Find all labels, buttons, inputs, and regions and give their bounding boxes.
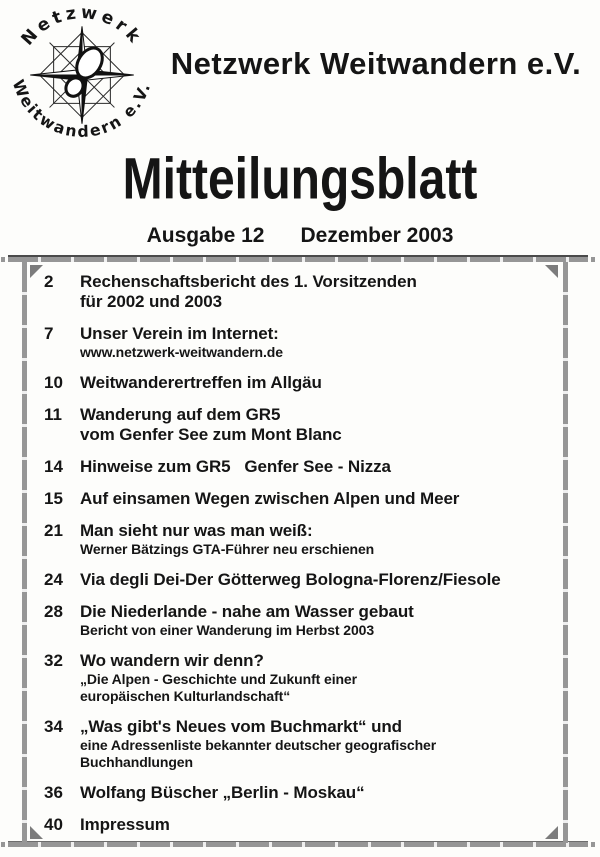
toc-line: Weitwanderertreffen im Allgäu bbox=[80, 373, 322, 392]
issue-date: Dezember 2003 bbox=[300, 224, 454, 247]
toc-line: Bericht von einer Wanderung im Herbst 2003 bbox=[80, 622, 375, 638]
toc-line: für 2002 und 2003 bbox=[80, 292, 222, 311]
toc-page-number: 10 bbox=[44, 373, 63, 392]
toc-line: www.netzwerk-weitwandern.de bbox=[80, 344, 283, 360]
toc-entry-lines bbox=[80, 570, 553, 590]
toc-entry-lines bbox=[80, 373, 553, 393]
toc-entry bbox=[44, 570, 553, 590]
toc-line: Die Niederlande - nahe am Wasser gebaut bbox=[80, 602, 414, 621]
toc-entry bbox=[44, 521, 553, 558]
toc-page-number: 11 bbox=[44, 405, 62, 424]
toc-entry-lines bbox=[80, 272, 553, 312]
toc-entry bbox=[44, 324, 553, 361]
toc-line: Werner Bätzings GTA-Führer neu erschienen bbox=[80, 541, 375, 557]
toc-entry-lines bbox=[80, 783, 553, 803]
toc-entry bbox=[44, 815, 553, 835]
toc-line: Wanderung auf dem GR5 bbox=[80, 405, 281, 424]
toc-line: europäischen Kulturlandschaft“ bbox=[80, 688, 291, 704]
toc-entry-lines bbox=[80, 405, 553, 445]
toc-entry-lines bbox=[80, 324, 553, 361]
logo-bottom-text: Weitwandern e.V. bbox=[8, 76, 155, 142]
toc-line: Hinweise zum GR5 Genfer See - Nizza bbox=[80, 457, 391, 476]
toc-line: eine Adressenliste bekannter deutscher geografischer bbox=[80, 737, 437, 753]
toc-entry bbox=[44, 272, 553, 312]
toc-page-number: 28 bbox=[44, 602, 63, 621]
toc-list bbox=[27, 260, 563, 842]
issue-number: Ausgabe 12 bbox=[146, 224, 265, 247]
toc-entry-lines bbox=[80, 521, 553, 558]
toc-page-number: 24 bbox=[44, 570, 63, 589]
toc-entry bbox=[44, 651, 553, 705]
toc-page-number: 21 bbox=[44, 521, 63, 540]
toc-page-number: 34 bbox=[44, 717, 63, 736]
toc-line: Unser Verein im Internet: bbox=[80, 324, 279, 343]
toc-line: Man sieht nur was man weiß: bbox=[80, 521, 313, 540]
toc-page-number: 14 bbox=[44, 457, 63, 476]
logo-top-text: Netzwerk bbox=[17, 2, 147, 50]
toc-line: Via degli Dei-Der Götterweg Bologna-Florenz/Fiesole bbox=[80, 570, 501, 589]
toc-page-number: 7 bbox=[44, 324, 54, 343]
toc-page-number: 32 bbox=[44, 651, 63, 670]
toc-entry-lines bbox=[80, 457, 553, 477]
toc-entry bbox=[44, 405, 553, 445]
toc-line: Auf einsamen Wegen zwischen Alpen und Meer bbox=[80, 489, 460, 508]
toc-page-number: 40 bbox=[44, 815, 63, 834]
toc-line: Wolfang Büscher „Berlin - Moskau“ bbox=[80, 783, 365, 802]
toc-entry bbox=[44, 717, 553, 771]
toc-entry-lines bbox=[80, 717, 553, 771]
page-title: Mitteilungsblatt bbox=[122, 147, 478, 212]
toc-entry bbox=[44, 602, 553, 639]
toc-line: „Was gibt's Neues vom Buchmarkt“ und bbox=[80, 717, 402, 736]
toc-line: „Die Alpen - Geschichte und Zukunft einer bbox=[80, 671, 357, 687]
toc-entry bbox=[44, 489, 553, 509]
toc-entry-lines bbox=[80, 651, 553, 705]
toc-frame bbox=[22, 255, 568, 847]
toc-entry bbox=[44, 783, 553, 803]
toc-entry-lines bbox=[80, 489, 553, 509]
toc-entry-lines bbox=[80, 815, 553, 835]
toc-entry bbox=[44, 457, 553, 477]
toc-page-number: 15 bbox=[44, 489, 63, 508]
toc-line: vom Genfer See zum Mont Blanc bbox=[80, 425, 342, 444]
toc-page-number: 2 bbox=[44, 272, 54, 291]
toc-entry bbox=[44, 373, 553, 393]
org-name: Netzwerk Weitwandern e.V. bbox=[170, 46, 582, 81]
toc-line: Buchhandlungen bbox=[80, 754, 193, 770]
frame-border-right bbox=[563, 262, 568, 843]
toc-line: Rechenschaftsbericht des 1. Vorsitzenden bbox=[80, 272, 417, 291]
compass-logo-icon bbox=[6, 2, 158, 144]
toc-line: Wo wandern wir denn? bbox=[80, 651, 264, 670]
issue-line bbox=[0, 224, 600, 248]
toc-line: Impressum bbox=[80, 815, 170, 834]
toc-page-number: 36 bbox=[44, 783, 63, 802]
toc-entry-lines bbox=[80, 602, 553, 639]
